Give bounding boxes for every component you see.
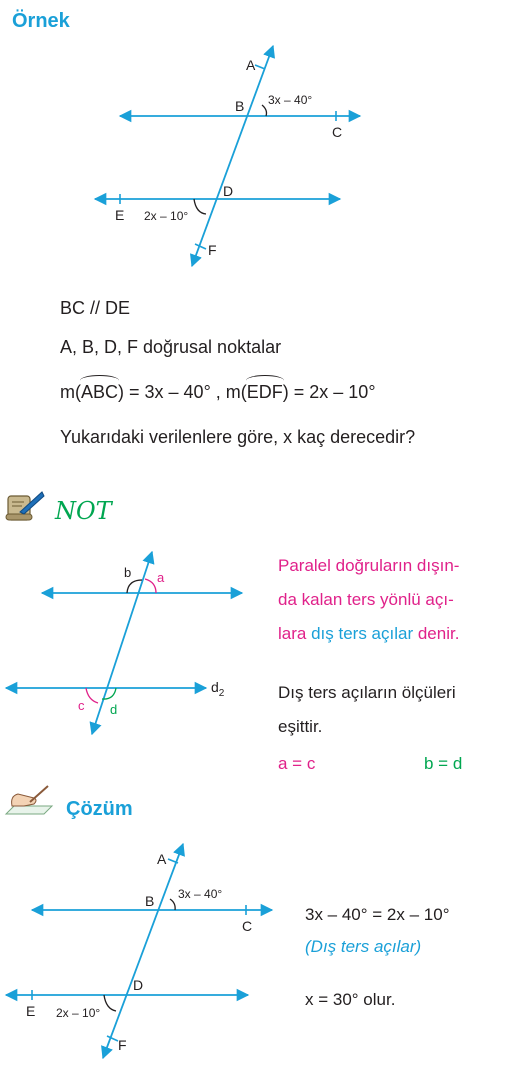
sol-label-e: E <box>26 1003 36 1019</box>
label-c: C <box>332 124 343 140</box>
writing-hand-icon <box>4 784 56 822</box>
solution-reason: (Dış ters açılar) <box>305 937 422 956</box>
arc-abc: ABC <box>81 382 119 402</box>
angle-arc-top <box>262 105 267 116</box>
solution-heading: Çözüm <box>66 798 133 820</box>
solution-result: x = 30° olur. <box>305 990 396 1009</box>
sol-label-b: B <box>145 893 155 909</box>
angle-arc-bottom <box>194 199 206 214</box>
label-e: E <box>115 207 125 223</box>
sol-label-d: D <box>133 977 144 993</box>
sol-angle-top: 3x – 40° <box>178 887 223 901</box>
label-f: F <box>208 242 217 258</box>
solution-figure <box>0 840 290 1065</box>
note-heading: NOT <box>55 497 112 525</box>
example-heading: Örnek <box>12 10 70 32</box>
sol-label-c: C <box>242 918 253 934</box>
note-label-a: a <box>157 570 165 585</box>
note-eq-a-c: a = c <box>278 754 316 773</box>
given-collinear: A, B, D, F doğrusal noktalar <box>60 337 282 357</box>
sol-line-af <box>103 844 183 1058</box>
note-eq-b-d: b = d <box>424 754 463 773</box>
arc-edf: EDF <box>246 382 283 402</box>
solution-equation: 3x – 40° = 2x – 10° <box>305 905 450 924</box>
note-label-c: c <box>78 698 85 713</box>
scroll-quill-icon <box>4 488 48 524</box>
note-definition: Paralel doğruların dışın- da kalan ters yönlü açı- lara dış ters açılar denir. <box>278 556 460 643</box>
note-rule: Dış ters açıların ölçüleri eşittir. <box>278 683 456 736</box>
note-label-b: b <box>124 565 132 580</box>
note-transversal <box>92 552 152 734</box>
note-figure <box>0 540 260 750</box>
label-b: B <box>235 98 245 114</box>
sol-label-f: F <box>118 1037 127 1053</box>
note-label-d: d <box>110 702 118 717</box>
line-af <box>192 46 273 266</box>
given-parallel: BC // DE <box>60 298 131 318</box>
angle-bottom-label: 2x – 10° <box>144 209 189 223</box>
sol-label-a: A <box>157 851 167 867</box>
note-label-d2: $d_2$ <box>211 679 225 699</box>
given-angles: m(ABC) = 3x – 40° , m(EDF) = 2x – 10° <box>60 382 376 402</box>
angle-top-label: 3x – 40° <box>268 93 313 107</box>
sol-angle-bottom: 2x – 10° <box>56 1006 101 1020</box>
label-d: D <box>223 183 234 199</box>
label-a: A <box>246 57 256 73</box>
example-figure <box>0 0 508 280</box>
question: Yukarıdaki verilenlere göre, x kaç derecedir? <box>60 427 416 447</box>
